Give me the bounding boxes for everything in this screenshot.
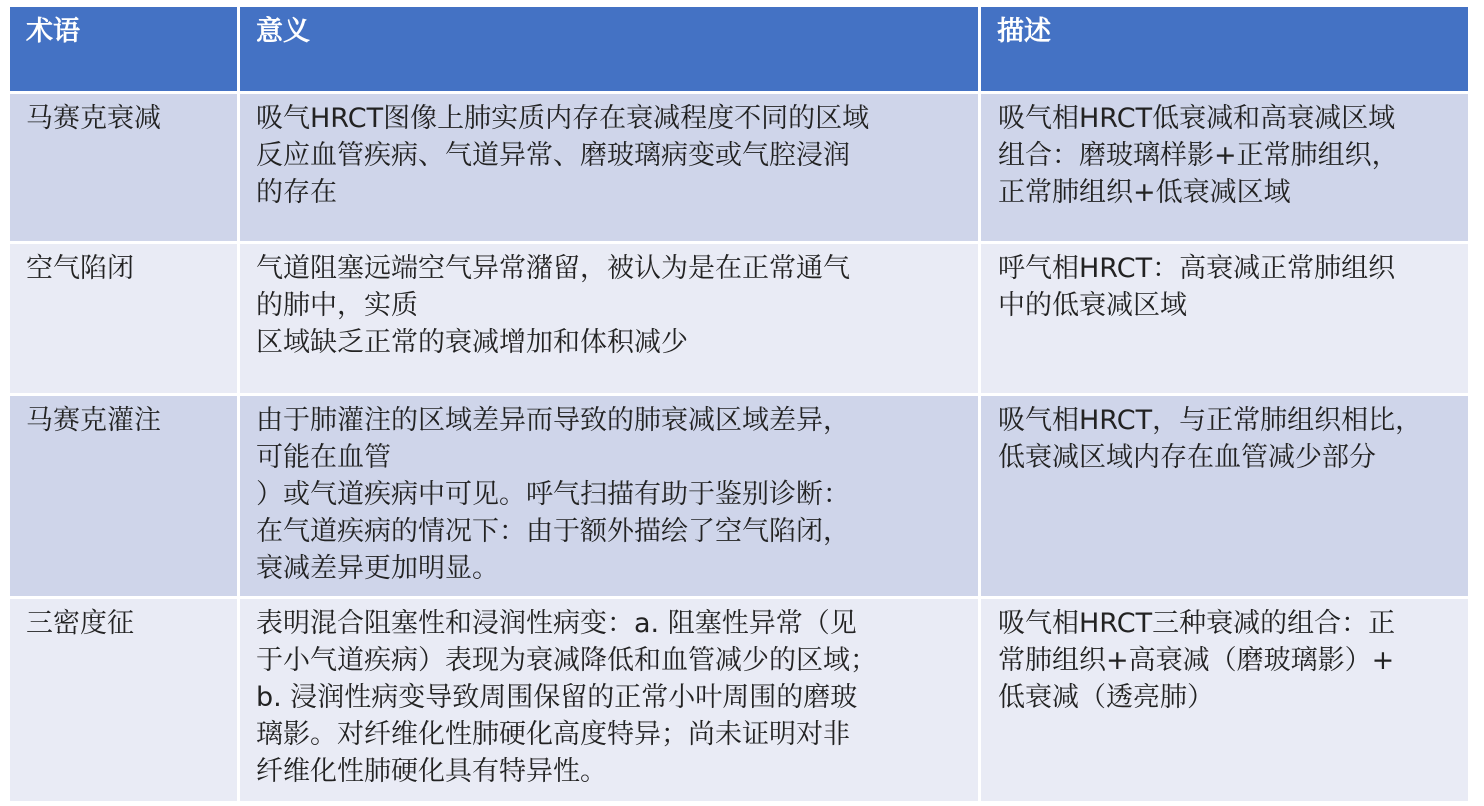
description-line: 常肺组织+高衰减（磨玻璃影）+ xyxy=(998,645,1395,676)
meaning-line: 的存在 xyxy=(256,177,337,208)
description-line: 中的低衰减区域 xyxy=(998,290,1187,321)
meaning-line: 璃影。对纤维化性肺硬化高度特异；尚未证明对非 xyxy=(256,719,850,750)
description-cell xyxy=(981,244,1468,396)
header-description: 描述 xyxy=(981,7,1468,94)
meaning-line: ）或气道疾病中可见。呼气扫描有助于鉴别诊断： xyxy=(256,479,850,510)
meaning-cell xyxy=(240,396,981,599)
description-line: 吸气相HRCT，与正常肺组织相比， xyxy=(998,405,1423,436)
meaning-line: 反应血管疾病、气道异常、磨玻璃病变或气腔浸润 xyxy=(256,140,850,171)
meaning-line: 在气道疾病的情况下：由于额外描绘了空气陷闭， xyxy=(256,516,850,547)
description-line: 呼气相HRCT：高衰减正常肺组织 xyxy=(998,253,1396,284)
meaning-line: 吸气HRCT图像上肺实质内存在衰减程度不同的区域 xyxy=(256,103,870,134)
meaning-cell xyxy=(240,244,981,396)
table-header-row xyxy=(10,7,1468,94)
meaning-line: 区域缺乏正常的衰减增加和体积减少 xyxy=(256,327,688,358)
table-row xyxy=(10,94,1468,244)
description-line: 正常肺组织+低衰减区域 xyxy=(998,177,1291,208)
header-meaning: 意义 xyxy=(240,7,981,94)
meaning-line: 衰减差异更加明显。 xyxy=(256,553,499,584)
table-row xyxy=(10,599,1468,804)
meaning-cell xyxy=(240,599,981,804)
description-line: 吸气相HRCT低衰减和高衰减区域 xyxy=(998,103,1396,134)
meaning-line: b. 浸润性病变导致周围保留的正常小叶周围的磨玻 xyxy=(256,682,858,713)
meaning-line: 表明混合阻塞性和浸润性病变：a. 阻塞性异常（见 xyxy=(256,608,857,639)
term-cell: 马赛克衰减 xyxy=(10,94,240,244)
meaning-line: 气道阻塞远端空气异常潴留，被认为是在正常通气 xyxy=(256,253,850,284)
meaning-line: 由于肺灌注的区域差异而导致的肺衰减区域差异， xyxy=(256,405,850,436)
description-cell xyxy=(981,94,1468,244)
term-cell: 空气陷闭 xyxy=(10,244,240,396)
meaning-line: 可能在血管 xyxy=(256,442,391,473)
term-cell: 马赛克灌注 xyxy=(10,396,240,599)
meaning-line: 于小气道疾病）表现为衰减降低和血管减少的区域； xyxy=(256,645,877,676)
term-cell: 三密度征 xyxy=(10,599,240,804)
description-line: 组合：磨玻璃样影+正常肺组织， xyxy=(998,140,1399,171)
table-row xyxy=(10,244,1468,396)
terminology-table xyxy=(10,7,1468,804)
header-term: 术语 xyxy=(10,7,240,94)
meaning-line: 的肺中，实质 xyxy=(256,290,418,321)
description-cell xyxy=(981,396,1468,599)
meaning-cell xyxy=(240,94,981,244)
terminology-table-container xyxy=(10,7,1468,804)
description-cell xyxy=(981,599,1468,804)
description-line: 低衰减区域内存在血管减少部分 xyxy=(998,442,1376,473)
meaning-line: 纤维化性肺硬化具有特异性。 xyxy=(256,756,607,787)
description-line: 吸气相HRCT三种衰减的组合：正 xyxy=(998,608,1396,639)
table-row xyxy=(10,396,1468,599)
description-line: 低衰减（透亮肺） xyxy=(998,682,1214,713)
